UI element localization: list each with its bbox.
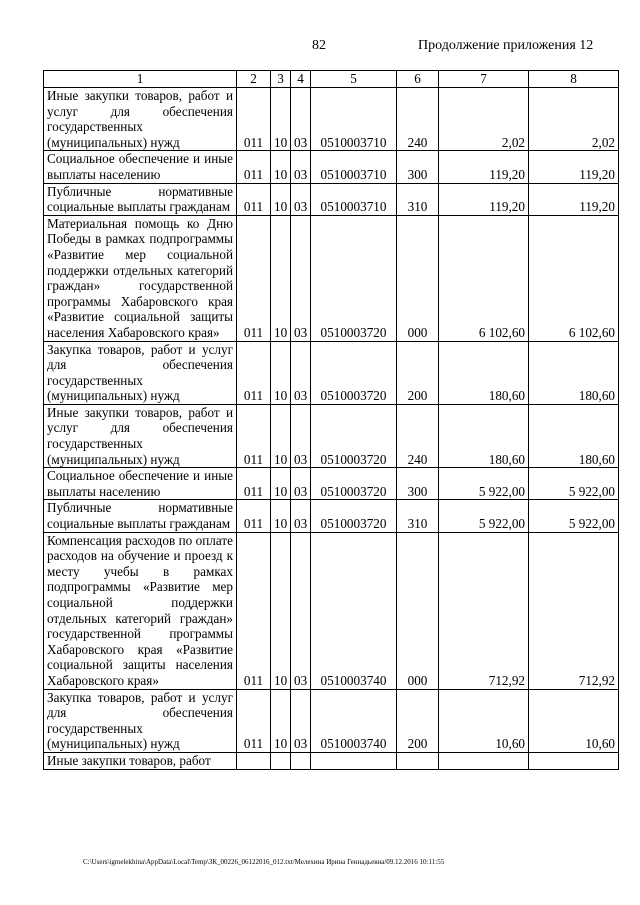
table-row bbox=[44, 215, 619, 341]
row-name-cell: Социальное обеспечение и иные выплаты населению bbox=[44, 151, 237, 183]
section-cell: 10 bbox=[271, 404, 291, 467]
column-header: 3 bbox=[271, 71, 291, 88]
admin-code-cell: 011 bbox=[237, 532, 271, 689]
amount-cell: 712,92 bbox=[439, 532, 529, 689]
column-header: 1 bbox=[44, 71, 237, 88]
column-header: 6 bbox=[397, 71, 439, 88]
amount-cell: 712,92 bbox=[529, 532, 619, 689]
amount-cell: 6 102,60 bbox=[529, 215, 619, 341]
section-cell: 10 bbox=[271, 532, 291, 689]
section-cell: 10 bbox=[271, 88, 291, 151]
expense-type-cell: 300 bbox=[397, 468, 439, 500]
amount-cell: 180,60 bbox=[439, 341, 529, 404]
section-cell: 10 bbox=[271, 151, 291, 183]
subsection-cell: 03 bbox=[291, 404, 311, 467]
subsection-cell: 03 bbox=[291, 215, 311, 341]
table-row bbox=[44, 88, 619, 151]
table-row bbox=[44, 341, 619, 404]
expense-type-cell: 240 bbox=[397, 404, 439, 467]
column-header: 5 bbox=[311, 71, 397, 88]
section-cell: 10 bbox=[271, 468, 291, 500]
expense-type-cell: 300 bbox=[397, 151, 439, 183]
row-name-cell: Иные закупки товаров, работ и услуг для обеспечения государственных (муниципальных) нужд bbox=[44, 88, 237, 151]
section-cell: 10 bbox=[271, 689, 291, 752]
amount-cell: 180,60 bbox=[529, 404, 619, 467]
target-article-cell: 0510003710 bbox=[311, 183, 397, 215]
admin-code-cell: 011 bbox=[237, 151, 271, 183]
target-article-cell: 0510003740 bbox=[311, 532, 397, 689]
table-row bbox=[44, 689, 619, 752]
column-header: 4 bbox=[291, 71, 311, 88]
row-name-cell: Материальная помощь ко Дню Победы в рамках подпрограммы «Развитие мер социальной поддержки отдельных категорий граждан» государственной программы Хабаровского края «Развитие социальной защиты населения Хабаровского края» bbox=[44, 215, 237, 341]
expense-type-cell: 240 bbox=[397, 88, 439, 151]
page-number: 82 bbox=[312, 38, 326, 53]
subsection-cell: 03 bbox=[291, 151, 311, 183]
subsection-cell: 03 bbox=[291, 88, 311, 151]
amount-cell: 119,20 bbox=[439, 183, 529, 215]
budget-table bbox=[43, 70, 619, 770]
target-article-cell: 0510003720 bbox=[311, 500, 397, 532]
row-name-cell: Иные закупки товаров, работ и услуг для обеспечения государственных (муниципальных) нужд bbox=[44, 404, 237, 467]
appendix-continuation-note: Продолжение приложения 12 bbox=[418, 38, 594, 53]
column-header: 7 bbox=[439, 71, 529, 88]
target-article-cell: 0510003710 bbox=[311, 88, 397, 151]
column-header: 8 bbox=[529, 71, 619, 88]
table-row bbox=[44, 404, 619, 467]
admin-code-cell: 011 bbox=[237, 341, 271, 404]
target-article-cell: 0510003720 bbox=[311, 404, 397, 467]
expense-type-cell: 000 bbox=[397, 215, 439, 341]
amount-cell: 5 922,00 bbox=[439, 468, 529, 500]
subsection-cell: 03 bbox=[291, 532, 311, 689]
amount-cell: 180,60 bbox=[529, 341, 619, 404]
admin-code-cell: 011 bbox=[237, 88, 271, 151]
subsection-cell: 03 bbox=[291, 183, 311, 215]
row-name-cell: Иные закупки товаров, работ bbox=[44, 752, 237, 769]
admin-code-cell: 011 bbox=[237, 500, 271, 532]
amount-cell: 119,20 bbox=[529, 183, 619, 215]
row-name-cell: Закупка товаров, работ и услуг для обеспечения государственных (муниципальных) нужд bbox=[44, 689, 237, 752]
row-name-cell: Компенсация расходов по оплате расходов на обучение и проезд к месту учебы в рамках подпрограммы «Развитие мер социальной поддержки отдельных категорий граждан» государственной программы Хабаровского края «Развитие социальной защиты населения Хабаровского края» bbox=[44, 532, 237, 689]
admin-code-cell: 011 bbox=[237, 183, 271, 215]
column-header: 2 bbox=[237, 71, 271, 88]
amount-cell: 180,60 bbox=[439, 404, 529, 467]
amount-cell: 10,60 bbox=[529, 689, 619, 752]
row-name-cell: Публичные нормативные социальные выплаты гражданам bbox=[44, 183, 237, 215]
target-article-cell: 0510003720 bbox=[311, 341, 397, 404]
section-cell: 10 bbox=[271, 500, 291, 532]
admin-code-cell: 011 bbox=[237, 468, 271, 500]
subsection-cell: 03 bbox=[291, 689, 311, 752]
amount-cell: 5 922,00 bbox=[529, 468, 619, 500]
target-article-cell: 0510003720 bbox=[311, 468, 397, 500]
amount-cell: 2,02 bbox=[439, 88, 529, 151]
subsection-cell: 03 bbox=[291, 468, 311, 500]
document-footer-path: C:\Users\igmelekhina\AppData\Local\Temp\ЗК_00226_06122016_012.txt/Мелехина Ирина Геннадьевна/09.12.2016 10:11:55 bbox=[83, 858, 445, 866]
admin-code-cell: 011 bbox=[237, 404, 271, 467]
table-row bbox=[44, 500, 619, 532]
section-cell: 10 bbox=[271, 215, 291, 341]
expense-type-cell: 200 bbox=[397, 341, 439, 404]
row-name-cell: Публичные нормативные социальные выплаты гражданам bbox=[44, 500, 237, 532]
target-article-cell: 0510003740 bbox=[311, 689, 397, 752]
amount-cell: 10,60 bbox=[439, 689, 529, 752]
target-article-cell: 0510003710 bbox=[311, 151, 397, 183]
amount-cell: 119,20 bbox=[529, 151, 619, 183]
amount-cell: 5 922,00 bbox=[439, 500, 529, 532]
section-cell: 10 bbox=[271, 183, 291, 215]
expense-type-cell: 200 bbox=[397, 689, 439, 752]
table-row-continued bbox=[44, 752, 619, 769]
amount-cell: 6 102,60 bbox=[439, 215, 529, 341]
table-row bbox=[44, 532, 619, 689]
admin-code-cell: 011 bbox=[237, 689, 271, 752]
row-name-cell: Закупка товаров, работ и услуг для обеспечения государственных (муниципальных) нужд bbox=[44, 341, 237, 404]
amount-cell: 119,20 bbox=[439, 151, 529, 183]
amount-cell: 5 922,00 bbox=[529, 500, 619, 532]
admin-code-cell: 011 bbox=[237, 215, 271, 341]
target-article-cell: 0510003720 bbox=[311, 215, 397, 341]
amount-cell: 2,02 bbox=[529, 88, 619, 151]
table-header-row bbox=[44, 71, 619, 88]
expense-type-cell: 310 bbox=[397, 500, 439, 532]
table-row bbox=[44, 468, 619, 500]
table-row bbox=[44, 151, 619, 183]
subsection-cell: 03 bbox=[291, 341, 311, 404]
row-name-cell: Социальное обеспечение и иные выплаты населению bbox=[44, 468, 237, 500]
table-row bbox=[44, 183, 619, 215]
expense-type-cell: 000 bbox=[397, 532, 439, 689]
section-cell: 10 bbox=[271, 341, 291, 404]
expense-type-cell: 310 bbox=[397, 183, 439, 215]
subsection-cell: 03 bbox=[291, 500, 311, 532]
